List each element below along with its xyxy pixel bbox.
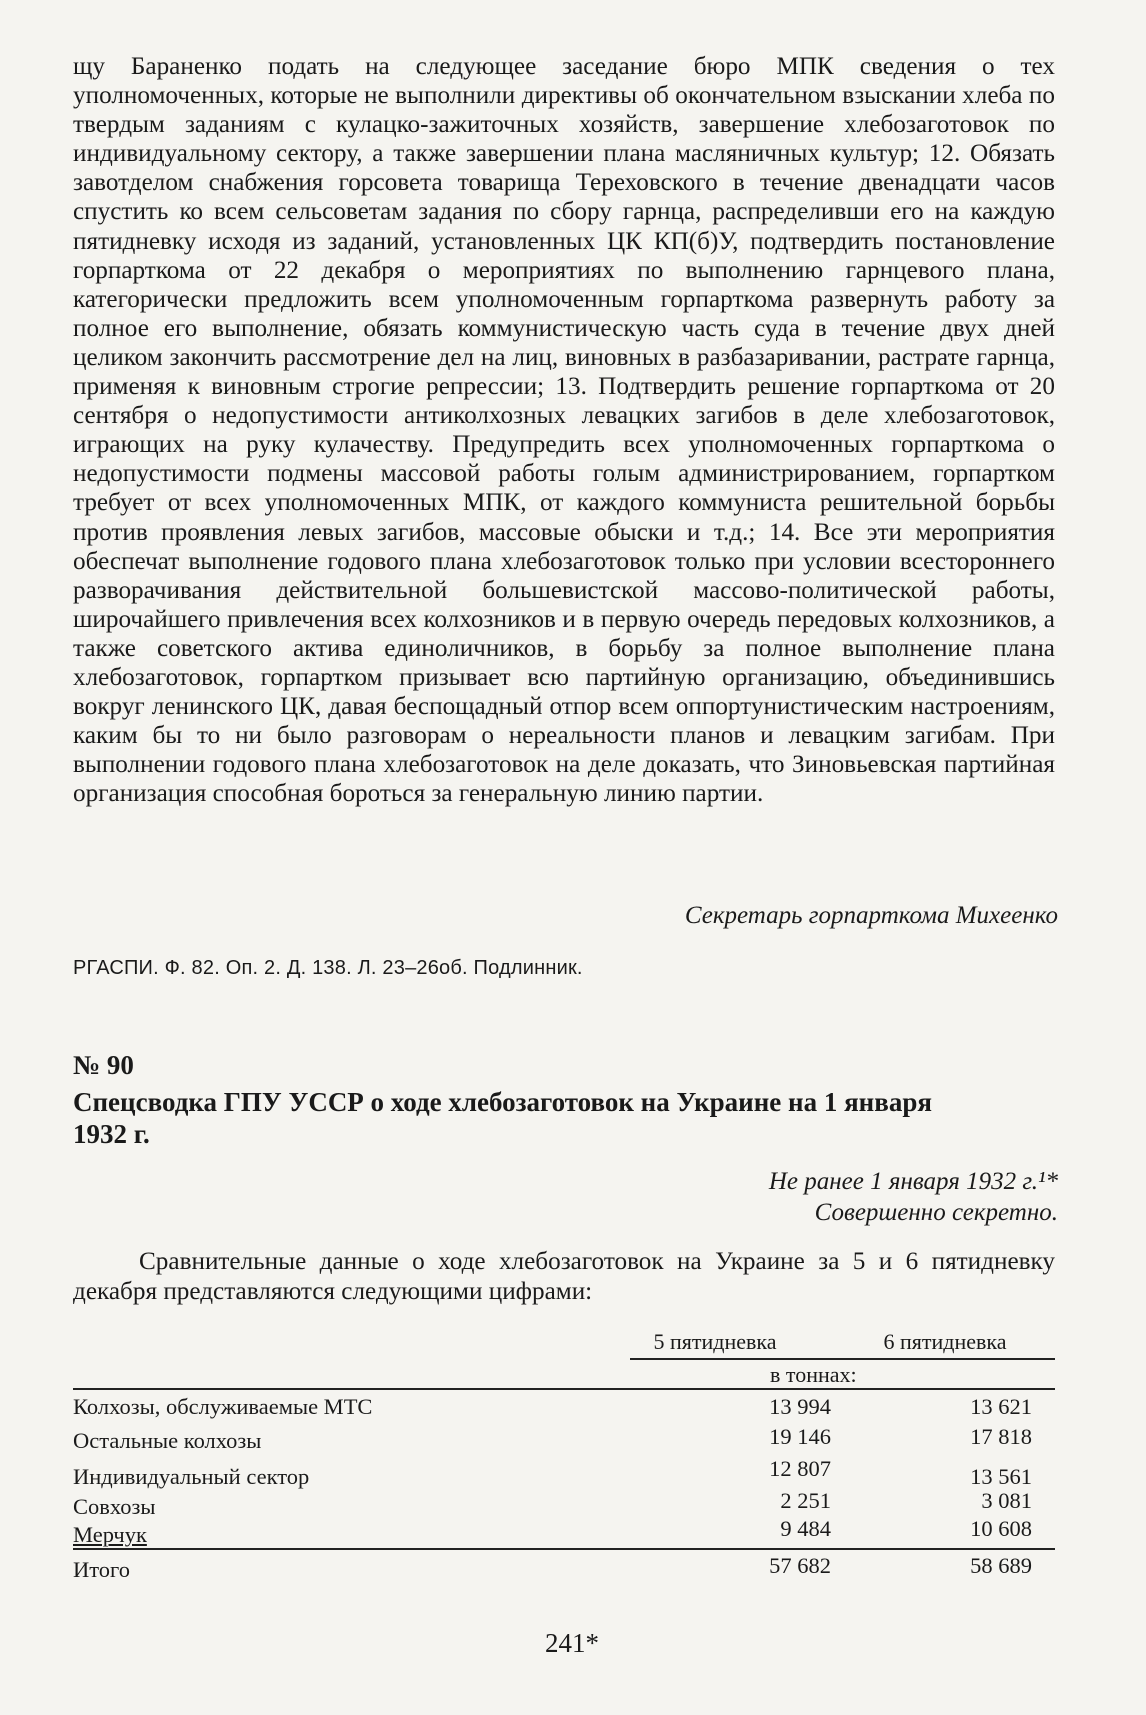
table-total-row: [73, 1553, 1055, 1585]
document-title: Спецсводка ГПУ УССР о ходе хлебозаготовок на Украине на 1 января 1932 г.: [73, 1087, 932, 1149]
row-value-5: 9 484: [780, 1516, 831, 1541]
row-value-6: 10 608: [970, 1516, 1032, 1541]
row-label: Колхозы, обслуживаемые МТС: [73, 1394, 373, 1419]
row-value-6: 13 621: [970, 1394, 1032, 1419]
document-number: № 90: [73, 1050, 134, 1080]
row-value-5: 12 807: [769, 1456, 831, 1481]
row-label: Индивидуальный сектор: [73, 1464, 310, 1489]
row-value-5: 13 994: [769, 1394, 831, 1419]
table-row: [73, 1394, 1055, 1426]
table-rule-total: [73, 1548, 1055, 1550]
table-rule-header: [73, 1388, 1055, 1390]
column-header-5: 5 пятидневка: [653, 1329, 777, 1354]
row-value-6: 13 561: [970, 1464, 1032, 1489]
column-header-6: 6 пятидневка: [883, 1329, 1007, 1354]
total-value-6: 58 689: [970, 1553, 1032, 1578]
archive-source: РГАСПИ. Ф. 82. Оп. 2. Д. 138. Л. 23–26об. Подлинник.: [73, 957, 583, 979]
row-label: Остальные колхозы: [73, 1428, 262, 1453]
intro-paragraph: Сравнительные данные о ходе хлебозаготовок на Украине за 5 и 6 пятидневку декабря представляются следующими цифрами:: [73, 1248, 1055, 1305]
row-label: Совхозы: [73, 1494, 156, 1519]
signature-line: Секретарь горпарткома Михеенко: [684, 902, 1058, 929]
row-label: Мерчук: [73, 1522, 147, 1547]
row-value-6: 17 818: [970, 1424, 1032, 1449]
table-row: [73, 1424, 1055, 1456]
page-number: 241*: [545, 1628, 599, 1658]
total-label: Итого: [73, 1557, 130, 1582]
units-label: в тоннах:: [770, 1362, 857, 1387]
body-paragraph: щу Бараненко подать на следующее заседание бюро МПК сведения о тех уполномоченных, которые не выполнили директивы об окончательном взыскании хлеба по твердым заданиям с кулацко-зажиточных хозяйств, завершение хлебозаготовок по индивидуальному сектору, а также завершении плана масляничных культур; 12. Обязать завотделом снабжения горсовета товарища Тереховского в течение двенадцати часов спустить ко всем сельсоветам задания по сбору гарнца, распределивши его на каждую пятидневку исходя из заданий, установленных ЦК КП(б)У, подтвердить постановление горпарткома от 22 декабря о мероприятиях по выполнению гарнцевого плана, категорически предложить всем уполномоченным горпарткома развернуть работу за полное его выполнение, обязать коммунистическую часть суда в течение двух дней целиком закончить рассмотрение дел на лиц, виновных в разбазаривании, растрате гарнца, применяя к виновным строгие репрессии; 13. Подтвердить решение горпарткома от 20 сентября о недопустимости антиколхозных левацких загибов в деле хлебозаготовок, играющих на руку кулачеству. Предупредить всех уполномоченных горпарткома о недопустимости подмены массовой работы голым администрированием, горпартком требует от всех уполномоченных МПК, от каждого коммуниста решительной борьбы против проявления левых загибов, массовые обыски и т.д.; 14. Все эти мероприятия обеспечат выполнение годового плана хлебозаготовок только при условии всестороннего разворачивания действительной большевистской массово-политической работы, широчайшего привлечения всех колхозников и в первую очередь передовых колхозников, а также советского актива единоличников, в борьбу за полное выполнение плана хлебозаготовок, горпартком призывает всю партийную организацию, объединившись вокруг ленинского ЦК, давая беспощадный отпор всем оппортунистическим настроениям, каким бы то ни было разговорам о нереальности планов и левацким загибам. При выполнении годового плана хлебозаготовок на деле доказать, что Зиновьевская партийная организация способная бороться за генеральную линию партии.: [73, 53, 1055, 808]
secrecy-mark: Совершенно секретно.: [814, 1199, 1058, 1226]
row-value-5: 2 251: [780, 1488, 831, 1513]
table-row: [73, 1456, 1055, 1488]
row-value-6: 3 081: [981, 1488, 1032, 1513]
date-line: Не ранее 1 января 1932 г.¹*: [768, 1168, 1058, 1195]
row-value-5: 19 146: [769, 1424, 831, 1449]
total-value-5: 57 682: [769, 1553, 831, 1578]
table-row: [73, 1516, 1055, 1548]
table-rule-top: [630, 1358, 1055, 1360]
